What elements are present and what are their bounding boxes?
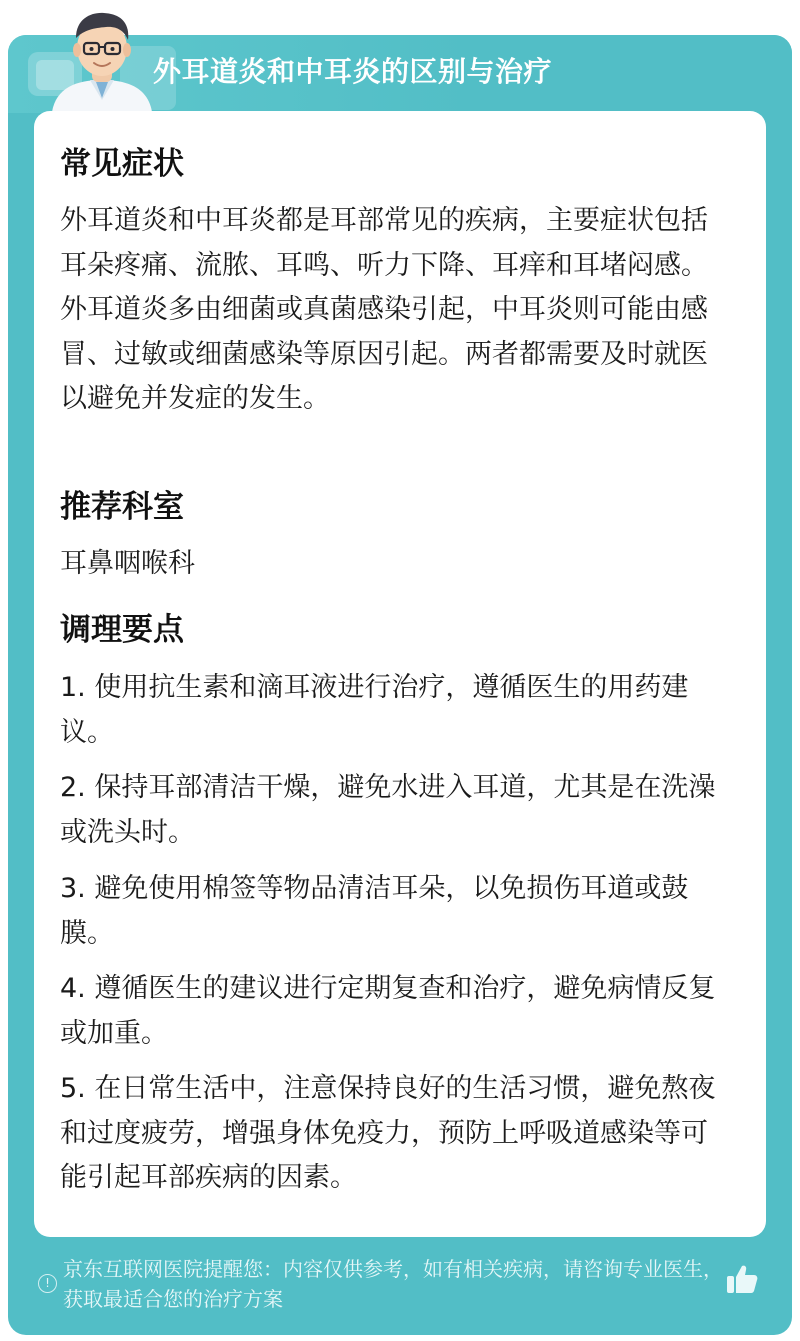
list-item: 3. 避免使用棉签等物品清洁耳朵，以免损伤耳道或鼓膜。 [60, 873, 689, 949]
list-item: 1. 使用抗生素和滴耳液进行治疗，遵循医生的用药建议。 [60, 672, 689, 748]
section-body-symptoms: 外耳道炎和中耳炎都是耳部常见的疾病，主要症状包括耳朵疼痛、流脓、耳鸣、听力下降、耳痒和耳堵闷感。外耳道炎多由细菌或真菌感染引起，中耳炎则可能由感冒、过敏或细菌感染等原因引起。两者都需要及时就医以避免并发症的发生。 [60, 205, 708, 414]
list-item: 5. 在日常生活中，注意保持良好的生活习惯，避免熬夜和过度疲劳，增强身体免疫力，预防上呼吸道感染等可能引起耳部疾病的因素。 [60, 1073, 716, 1193]
doctor-avatar [46, 8, 158, 112]
list-item: 2. 保持耳部清洁干燥，避免水进入耳道，尤其是在洗澡或洗头时。 [60, 772, 716, 848]
section-body-department: 耳鼻咽喉科 [60, 548, 195, 579]
disclaimer-text: 京东互联网医院提醒您：内容仅供参考，如有相关疾病，请咨询专业医生，获取最适合您的治疗方案 [63, 1257, 723, 1311]
info-circle-icon: ! [38, 1274, 57, 1293]
thumbs-up-icon[interactable] [725, 1262, 759, 1296]
section-heading-department: 推荐科室 [60, 489, 184, 525]
list-item: 4. 遵循医生的建议进行定期复查和治疗，避免病情反复或加重。 [60, 973, 716, 1049]
section-heading-care-tips: 调理要点 [60, 612, 184, 648]
section-heading-symptoms: 常见症状 [60, 146, 184, 182]
page-title: 外耳道炎和中耳炎的区别与治疗 [153, 55, 553, 88]
